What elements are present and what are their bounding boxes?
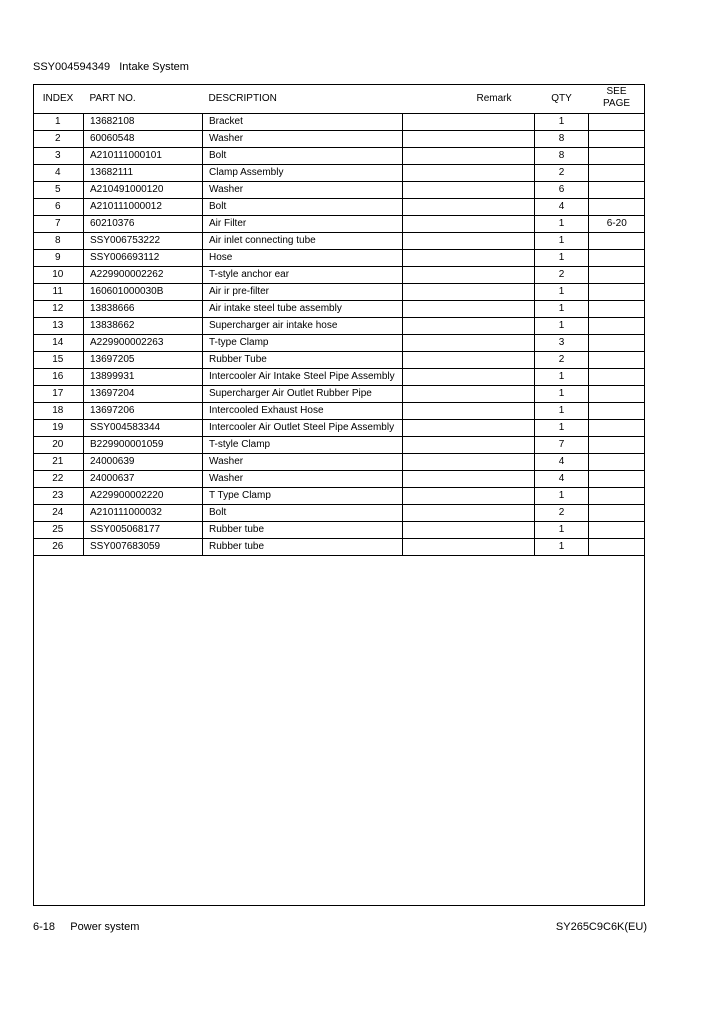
cell-description: Bolt: [203, 147, 403, 164]
cell-part-no: A210111000032: [84, 504, 203, 521]
cell-remark: [403, 419, 535, 436]
cell-description: Bracket: [203, 113, 403, 130]
cell-see-page: [589, 147, 645, 164]
cell-description: Rubber tube: [203, 521, 403, 538]
table-row: [33, 334, 645, 351]
cell-remark: [403, 164, 535, 181]
cell-qty: 1: [535, 385, 589, 402]
cell-index: 9: [33, 249, 84, 266]
cell-remark: [403, 317, 535, 334]
cell-see-page: [589, 334, 645, 351]
cell-description: Clamp Assembly: [203, 164, 403, 181]
cell-see-page: [589, 504, 645, 521]
cell-remark: [403, 385, 535, 402]
cell-part-no: 13697205: [84, 351, 203, 368]
cell-part-no: SSY004583344: [84, 419, 203, 436]
cell-remark: [403, 334, 535, 351]
cell-description: Supercharger air intake hose: [203, 317, 403, 334]
cell-index: 2: [33, 130, 84, 147]
cell-index: 11: [33, 283, 84, 300]
cell-qty: 1: [535, 402, 589, 419]
cell-remark: [403, 266, 535, 283]
table-row: [33, 215, 645, 232]
cell-part-no: 24000637: [84, 470, 203, 487]
cell-part-no: 13682108: [84, 113, 203, 130]
table-row: [33, 113, 645, 130]
cell-see-page: 6-20: [589, 215, 645, 232]
cell-index: 20: [33, 436, 84, 453]
cell-part-no: 13838662: [84, 317, 203, 334]
cell-part-no: 24000639: [84, 453, 203, 470]
cell-qty: 1: [535, 487, 589, 504]
table-row: [33, 453, 645, 470]
cell-qty: 1: [535, 232, 589, 249]
cell-remark: [403, 181, 535, 198]
cell-qty: 1: [535, 215, 589, 232]
cell-remark: [403, 249, 535, 266]
table-row: [33, 266, 645, 283]
cell-remark: [403, 113, 535, 130]
cell-part-no: SSY006753222: [84, 232, 203, 249]
cell-part-no: 13697206: [84, 402, 203, 419]
cell-remark: [403, 402, 535, 419]
table-row: [33, 232, 645, 249]
cell-index: 4: [33, 164, 84, 181]
cell-index: 3: [33, 147, 84, 164]
cell-see-page: [589, 181, 645, 198]
cell-remark: [403, 215, 535, 232]
cell-description: Washer: [203, 130, 403, 147]
table-header-row: [33, 84, 645, 114]
cell-see-page: [589, 521, 645, 538]
table-row: [33, 487, 645, 504]
table-row: [33, 147, 645, 164]
cell-see-page: [589, 453, 645, 470]
cell-index: 12: [33, 300, 84, 317]
cell-remark: [403, 487, 535, 504]
cell-remark: [403, 368, 535, 385]
cell-qty: 4: [535, 470, 589, 487]
column-header-see-page: [589, 84, 645, 114]
parts-table: [33, 84, 645, 556]
cell-qty: 4: [535, 453, 589, 470]
cell-description: Rubber tube: [203, 538, 403, 555]
cell-index: 26: [33, 538, 84, 555]
cell-see-page: [589, 266, 645, 283]
cell-see-page: [589, 470, 645, 487]
cell-index: 1: [33, 113, 84, 130]
cell-qty: 2: [535, 266, 589, 283]
cell-index: 24: [33, 504, 84, 521]
cell-index: 21: [33, 453, 84, 470]
table-row: [33, 164, 645, 181]
cell-description: Air inlet connecting tube: [203, 232, 403, 249]
table-row: [33, 249, 645, 266]
cell-part-no: SSY006693112: [84, 249, 203, 266]
cell-index: 22: [33, 470, 84, 487]
table-row: [33, 130, 645, 147]
cell-index: 8: [33, 232, 84, 249]
cell-index: 15: [33, 351, 84, 368]
cell-description: Washer: [203, 181, 403, 198]
cell-qty: 1: [535, 283, 589, 300]
column-header-remark: Remark: [403, 84, 535, 114]
cell-remark: [403, 538, 535, 555]
cell-remark: [403, 147, 535, 164]
cell-description: Intercooler Air Intake Steel Pipe Assembly: [203, 368, 403, 385]
cell-see-page: [589, 538, 645, 555]
cell-see-page: [589, 317, 645, 334]
cell-description: Intercooler Air Outlet Steel Pipe Assembly: [203, 419, 403, 436]
table-row: [33, 368, 645, 385]
cell-index: 19: [33, 419, 84, 436]
cell-qty: 1: [535, 368, 589, 385]
cell-part-no: A229900002262: [84, 266, 203, 283]
table-row: [33, 402, 645, 419]
table-row: [33, 385, 645, 402]
cell-part-no: A210111000101: [84, 147, 203, 164]
cell-index: 16: [33, 368, 84, 385]
footer-page-section: 6-18 Power system: [33, 921, 140, 933]
table-row: [33, 436, 645, 453]
cell-description: Air ir pre-filter: [203, 283, 403, 300]
cell-qty: 1: [535, 113, 589, 130]
cell-index: 13: [33, 317, 84, 334]
column-header-part-no: PART NO.: [84, 84, 203, 114]
cell-see-page: [589, 130, 645, 147]
cell-see-page: [589, 419, 645, 436]
cell-part-no: A210111000012: [84, 198, 203, 215]
cell-description: Air intake steel tube assembly: [203, 300, 403, 317]
document-title: SSY004594349 Intake System: [33, 61, 189, 73]
cell-qty: 1: [535, 249, 589, 266]
cell-part-no: A229900002220: [84, 487, 203, 504]
cell-index: 14: [33, 334, 84, 351]
cell-see-page: [589, 283, 645, 300]
cell-description: Rubber Tube: [203, 351, 403, 368]
table-row: [33, 538, 645, 555]
cell-qty: 2: [535, 351, 589, 368]
cell-remark: [403, 300, 535, 317]
cell-description: T-style anchor ear: [203, 266, 403, 283]
table-row: [33, 504, 645, 521]
footer-model: SY265C9C6K(EU): [555, 921, 647, 933]
table-row: [33, 419, 645, 436]
table-row: [33, 283, 645, 300]
table-row: [33, 470, 645, 487]
cell-description: T Type Clamp: [203, 487, 403, 504]
cell-see-page: [589, 351, 645, 368]
cell-index: 5: [33, 181, 84, 198]
cell-part-no: 13899931: [84, 368, 203, 385]
cell-part-no: SSY005068177: [84, 521, 203, 538]
cell-part-no: 60210376: [84, 215, 203, 232]
cell-remark: [403, 232, 535, 249]
cell-remark: [403, 521, 535, 538]
cell-description: Bolt: [203, 198, 403, 215]
cell-part-no: 13838666: [84, 300, 203, 317]
cell-part-no: SSY007683059: [84, 538, 203, 555]
cell-part-no: A229900002263: [84, 334, 203, 351]
cell-qty: 7: [535, 436, 589, 453]
cell-index: 10: [33, 266, 84, 283]
cell-see-page: [589, 300, 645, 317]
cell-see-page: [589, 385, 645, 402]
cell-description: T-style Clamp: [203, 436, 403, 453]
cell-remark: [403, 130, 535, 147]
cell-qty: 6: [535, 181, 589, 198]
cell-description: Bolt: [203, 504, 403, 521]
cell-remark: [403, 283, 535, 300]
cell-part-no: 13697204: [84, 385, 203, 402]
cell-qty: 4: [535, 198, 589, 215]
cell-description: Supercharger Air Outlet Rubber Pipe: [203, 385, 403, 402]
cell-index: 25: [33, 521, 84, 538]
cell-see-page: [589, 402, 645, 419]
cell-qty: 1: [535, 317, 589, 334]
cell-part-no: B229900001059: [84, 436, 203, 453]
cell-qty: 1: [535, 300, 589, 317]
cell-index: 18: [33, 402, 84, 419]
cell-see-page: [589, 487, 645, 504]
cell-part-no: A210491000120: [84, 181, 203, 198]
cell-index: 17: [33, 385, 84, 402]
cell-description: Intercooled Exhaust Hose: [203, 402, 403, 419]
cell-index: 23: [33, 487, 84, 504]
cell-see-page: [589, 249, 645, 266]
column-header-qty: QTY: [535, 84, 589, 114]
cell-remark: [403, 198, 535, 215]
cell-see-page: [589, 113, 645, 130]
cell-see-page: [589, 436, 645, 453]
cell-qty: 1: [535, 538, 589, 555]
parts-table-body: [33, 113, 645, 555]
cell-index: 7: [33, 215, 84, 232]
cell-see-page: [589, 164, 645, 181]
cell-remark: [403, 453, 535, 470]
cell-description: Washer: [203, 470, 403, 487]
cell-qty: 1: [535, 521, 589, 538]
cell-index: 6: [33, 198, 84, 215]
table-row: [33, 198, 645, 215]
cell-qty: 3: [535, 334, 589, 351]
parts-list-frame: [33, 84, 645, 906]
cell-remark: [403, 351, 535, 368]
table-row: [33, 317, 645, 334]
cell-description: Washer: [203, 453, 403, 470]
table-row: [33, 300, 645, 317]
cell-see-page: [589, 368, 645, 385]
cell-qty: 8: [535, 130, 589, 147]
cell-part-no: 13682111: [84, 164, 203, 181]
cell-qty: 8: [535, 147, 589, 164]
cell-remark: [403, 470, 535, 487]
cell-description: Hose: [203, 249, 403, 266]
cell-see-page: [589, 198, 645, 215]
cell-qty: 1: [535, 419, 589, 436]
see-page-label: SEE PAGE: [602, 86, 631, 109]
cell-qty: 2: [535, 164, 589, 181]
cell-part-no: 160601000030B: [84, 283, 203, 300]
table-row: [33, 181, 645, 198]
cell-description: T-type Clamp: [203, 334, 403, 351]
cell-remark: [403, 504, 535, 521]
cell-description: Air Filter: [203, 215, 403, 232]
table-row: [33, 351, 645, 368]
column-header-description: DESCRIPTION: [203, 84, 403, 114]
cell-part-no: 60060548: [84, 130, 203, 147]
cell-remark: [403, 436, 535, 453]
cell-qty: 2: [535, 504, 589, 521]
table-row: [33, 521, 645, 538]
cell-see-page: [589, 232, 645, 249]
column-header-index: INDEX: [33, 84, 84, 114]
